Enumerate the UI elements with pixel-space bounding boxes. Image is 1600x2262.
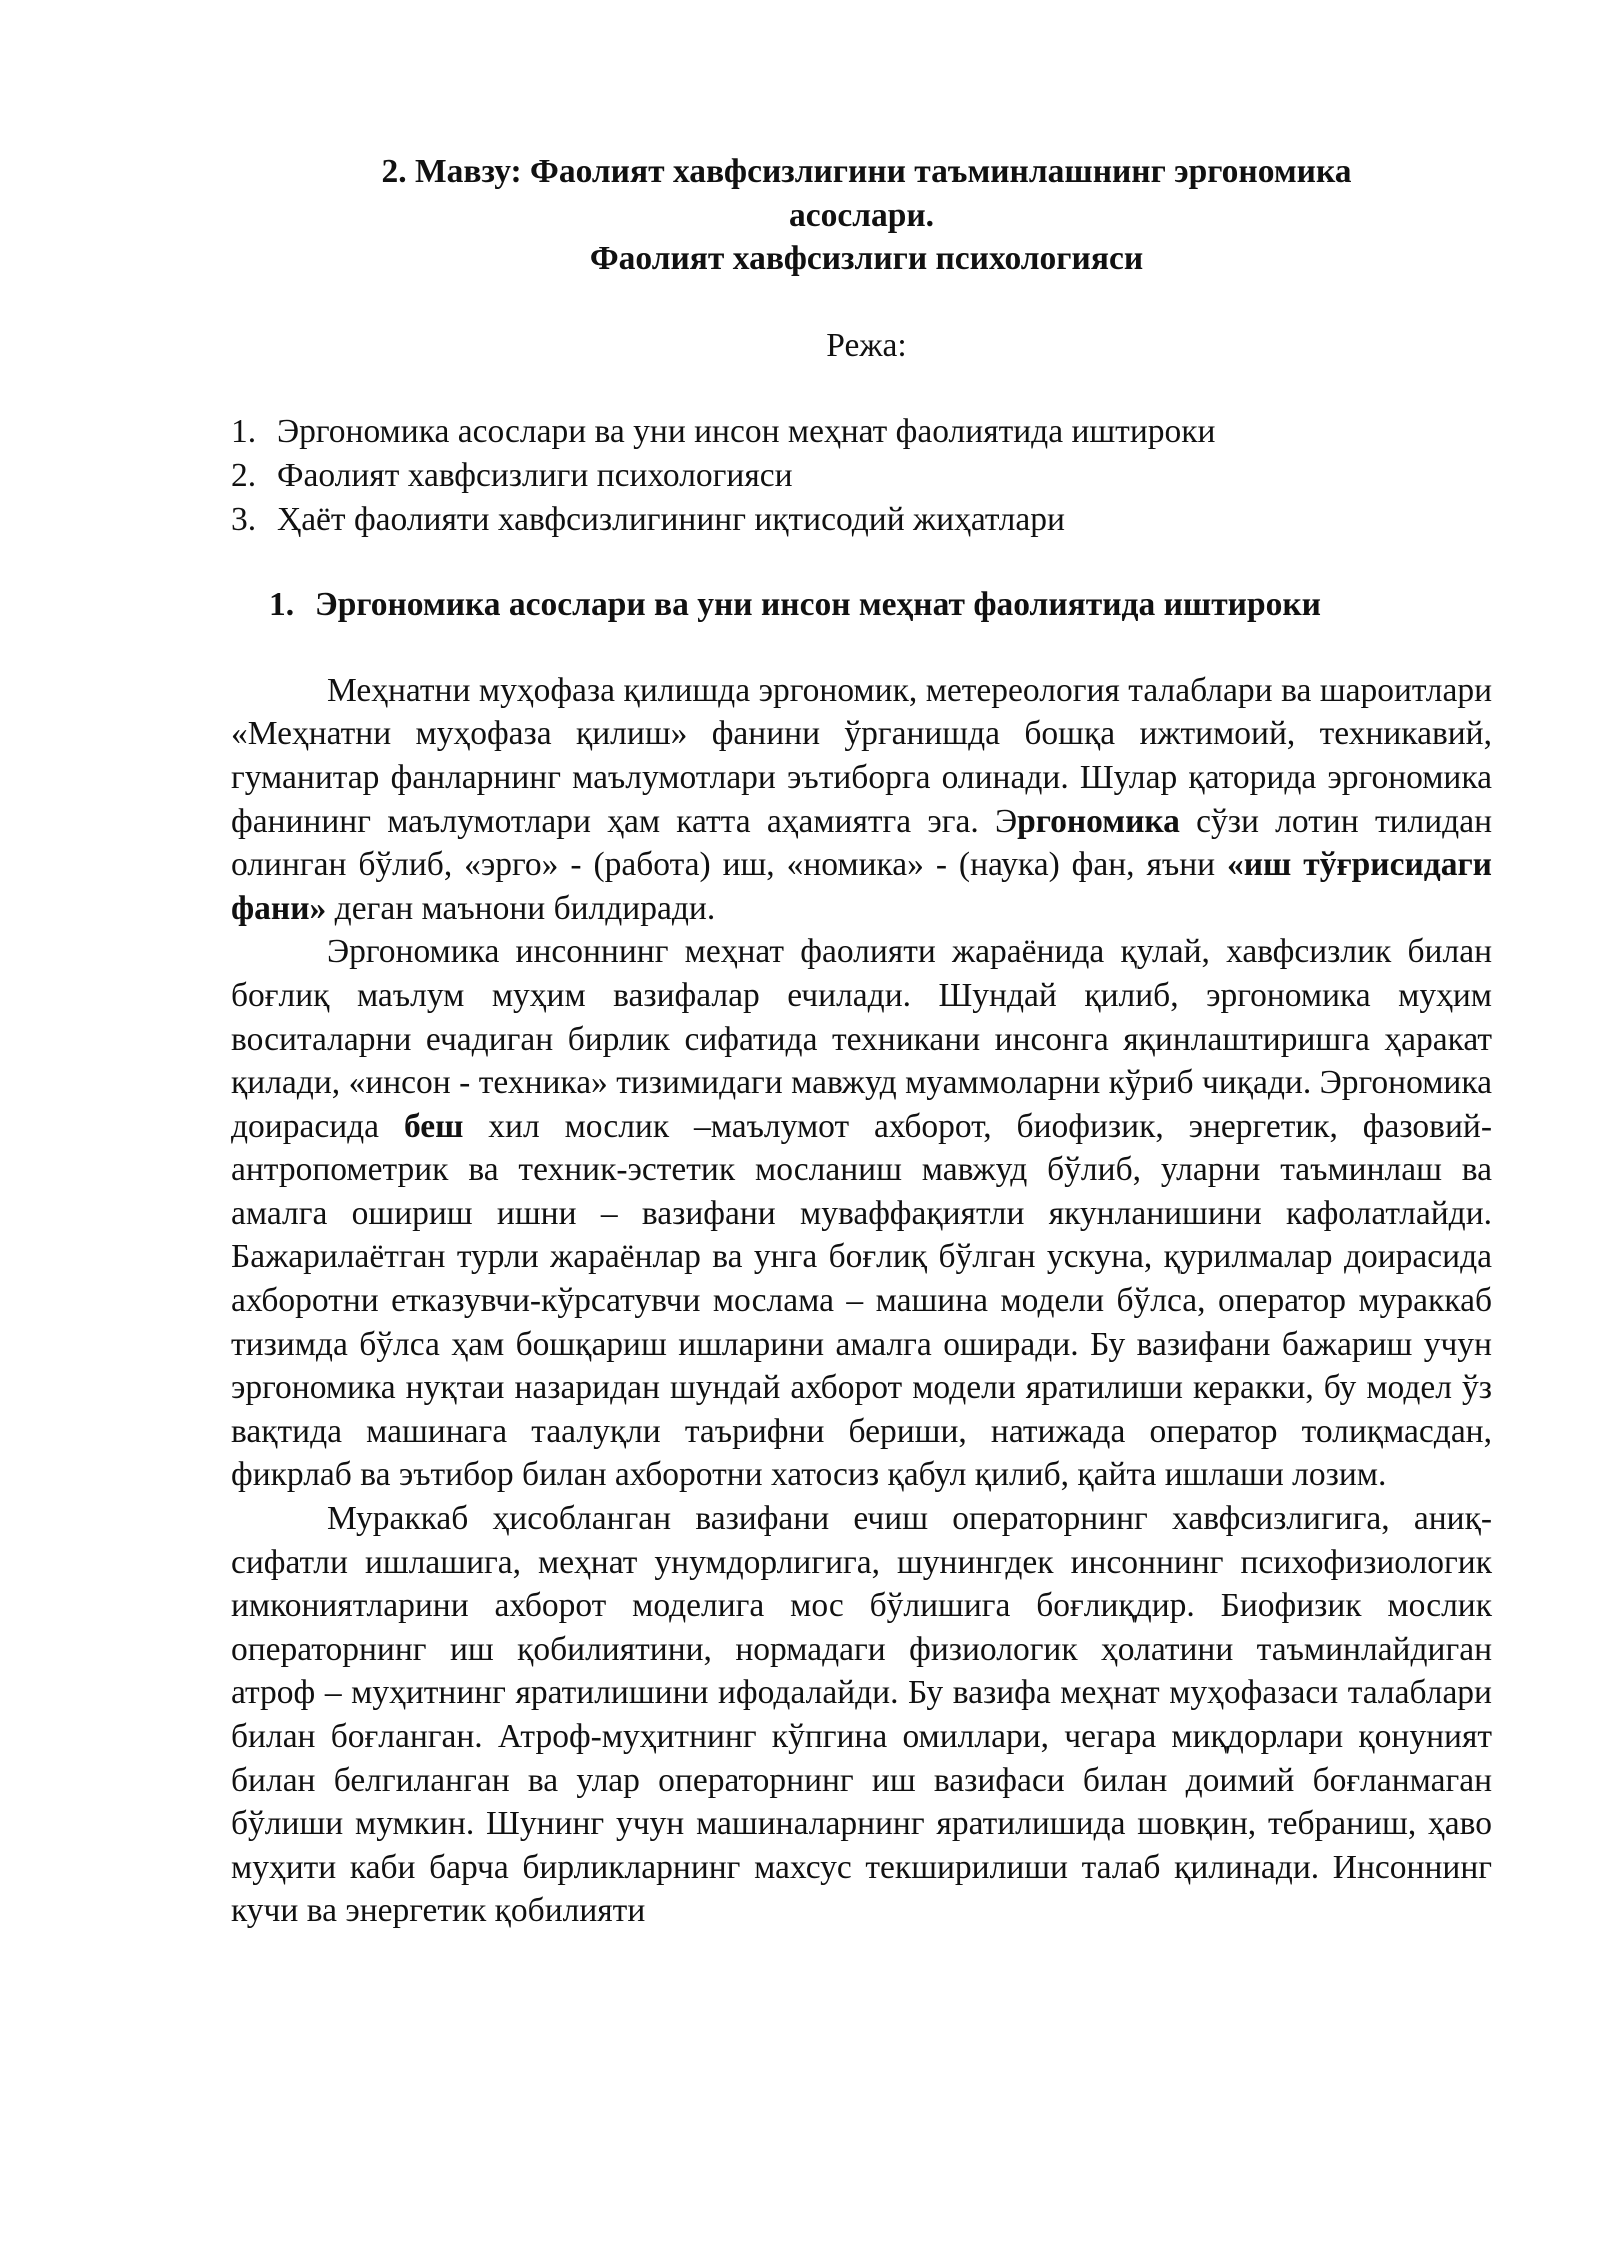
plan-item bbox=[231, 454, 1492, 498]
paragraph-text: сўзи лотин тилидан олинган бўлиб, «эрго» - (работа) иш, «номика» - (наука) фан, яъни bbox=[231, 802, 1493, 884]
body-paragraph-3: Мураккаб ҳисобланган вазифани ечиш операторнинг хавфсизлигига, аниқ-сифатли ишлашига, меҳнат унумдорлигига, шунингдек инсоннинг психофизиологик имкониятларини ахборот моделига мос бўлишига боғлиқдир. Биофизик мослик операторнинг иш қобилиятини, нормадаги физиологик ҳолатини таъминлайдиган атроф – муҳитнинг яратилишини ифодалайди. Бу вазифа меҳнат муҳофазаси талаблари билан боғланган. Атроф-муҳитнинг кўпгина омиллари, чегара миқдорлари қонуният билан белгиланган ва улар операторнинг иш вазифаси билан доимий боғланмаган бўлиши мумкин. Шунинг учун машиналарнинг яратилишида шовқин, тебраниш, ҳаво муҳити каби барча бирликларнинг махсус текширилиши талаб қилинади. Инсоннинг кучи ва энергетик қобилияти bbox=[231, 1500, 1492, 1930]
bold-term: ргономика bbox=[1017, 802, 1180, 840]
title-line-1: 2. Мавзу: Фаолият хавфсизлигини таъминлашнинг эргономика bbox=[381, 153, 1352, 190]
plan-item-number: 3. bbox=[231, 500, 257, 538]
document-page bbox=[231, 150, 1492, 1933]
plan-item-number: 1. bbox=[231, 413, 257, 451]
plan-item-text: Ҳаёт фаолияти хавфсизлигининг иқтисодий жиҳатлари bbox=[277, 500, 1065, 538]
plan-list bbox=[231, 410, 1492, 541]
plan-heading: Режа: bbox=[826, 326, 907, 364]
bold-term: «иш тўғрисидаги фани» bbox=[231, 846, 1492, 927]
paragraph-text: хил мослик –маълумот ахборот, биофизик, энергетик, фазовий-антропометрик ва техник-эстетик мосланиш мавжуд бўлиб, уларни таъминлаш ва амалга ошириш ишни – вазифани муваффақиятли якунланишини кафолатлайди. Бажарилаётган турли жараёнлар ва унга боғлиқ бўлган ускуна, қурилмалар доирасида ахборотни етказувчи-кўрсатувчи мослама – машина модели бўлса, оператор мураккаб тизимда бўлса ҳам бошқариш ишларини амалга оширади. Бу вазифани бажариш учун эргономика нуқтаи назаридан шундай ахборот модели яратилиши керакки, бу модел ўз вақтида машинага таалуқли таърифни бериши, натижада оператор толиқмасдан, фикрлаб ва эътибор билан ахборотни хатосиз қабул қилиб, қайта ишлаши лозим. bbox=[231, 1107, 1492, 1494]
body-paragraph-1 bbox=[231, 669, 1492, 931]
paragraph-text: деган маънони билдиради. bbox=[326, 889, 716, 927]
plan-item-text: Фаолият хавфсизлиги психологияси bbox=[277, 456, 793, 494]
body-paragraph-2 bbox=[231, 930, 1492, 1497]
bold-term: беш bbox=[403, 1107, 464, 1145]
plan-item-number: 2. bbox=[231, 456, 257, 494]
plan-item-text: Эргономика асослари ва уни инсон меҳнат фаолиятида иштироки bbox=[277, 413, 1216, 451]
plan-item bbox=[231, 498, 1492, 542]
paragraph-text: Меҳнатни муҳофаза қилишда эргономик, метереология талаблари ва шароитлари «Меҳнатни муҳофаза қилиш» фанини ўрганишда бошқа ижтимоий, техникавий, гуманитар фанларнинг маълумотлари эътиборга олинади. Шулар қаторида эргономика фанининг маълумотлари ҳам катта аҳамиятга эга. Э bbox=[231, 671, 1492, 840]
section-heading bbox=[231, 583, 1492, 627]
plan-item bbox=[231, 410, 1492, 454]
section-heading-text: Эргономика асослари ва уни инсон меҳнат фаолиятида иштироки bbox=[315, 586, 1321, 624]
title-line-3: Фаолият хавфсизлиги психологияси bbox=[589, 240, 1144, 278]
document-title bbox=[231, 150, 1492, 281]
section-number: 1. bbox=[269, 586, 295, 624]
paragraph-text: Эргономика инсоннинг меҳнат фаолияти жараёнида қулай, хавфсизлик билан боғлиқ маълум муҳим вазифалар ечилади. Шундай қилиб, эргономика муҳим воситаларни ечадиган бирлик сифатида техникани инсонга яқинлаштиришга ҳаракат қилади, «инсон - техника» тизимидаги мавжуд муаммоларни кўриб чиқади. Эргономика доирасида bbox=[231, 933, 1492, 1145]
title-line-2: асослари. bbox=[788, 196, 935, 234]
